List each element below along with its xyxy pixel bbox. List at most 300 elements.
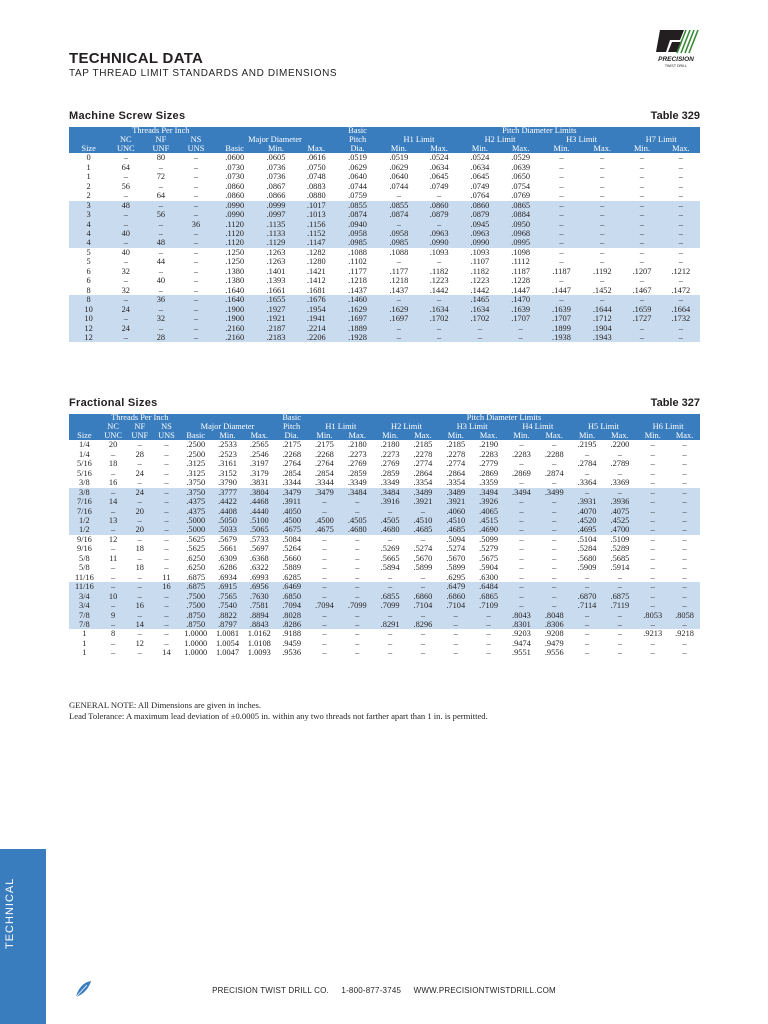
- table-cell: .2185: [446, 440, 466, 450]
- table-cell: –: [518, 323, 523, 333]
- table-cell: –: [193, 266, 199, 276]
- table-cell: .0879: [429, 210, 449, 220]
- table-cell: .1943: [592, 333, 612, 342]
- table-cell: .2764: [315, 459, 334, 469]
- size-cell: 5/8: [79, 553, 90, 563]
- table-cell: 40: [156, 276, 166, 286]
- table-cell: .2283: [511, 449, 531, 459]
- header-cell: [69, 136, 108, 145]
- header-h2-limit: H2 Limit: [484, 135, 516, 144]
- table-cell: .1212: [671, 266, 691, 276]
- table-cell: .5679: [218, 534, 237, 544]
- table-cell: –: [639, 181, 645, 191]
- table-row: [69, 229, 700, 238]
- table-cell: .1727: [632, 314, 652, 324]
- table-cell: –: [639, 295, 645, 305]
- table-cell: –: [600, 295, 605, 305]
- table-cell: .4680: [347, 525, 367, 535]
- table-cell: –: [437, 295, 442, 305]
- table-row: [69, 201, 700, 210]
- table-cell: 14: [162, 648, 171, 658]
- table-cell: .5660: [282, 553, 302, 563]
- table-cell: .3489: [446, 487, 466, 497]
- table-cell: –: [193, 191, 199, 201]
- column-header: Max.: [414, 431, 432, 440]
- table-cell: 20: [135, 525, 144, 535]
- table-cell: .0600: [225, 153, 245, 163]
- table-cell: .1639: [552, 304, 571, 314]
- table-cell: 24: [135, 468, 144, 478]
- table-row: [69, 507, 700, 516]
- table-row: [69, 563, 700, 572]
- table-cell: .0968: [511, 229, 531, 239]
- table-cell: 13: [108, 516, 118, 526]
- column-header: Size: [81, 144, 96, 153]
- table-cell: –: [682, 487, 687, 497]
- header-threads-per-inch: Threads Per Inch: [132, 127, 190, 135]
- table-cell: .7094: [282, 601, 302, 611]
- table-cell: .7565: [218, 591, 237, 601]
- table-cell: .8291: [380, 620, 400, 629]
- column-header: Max.: [545, 431, 563, 440]
- table-cell: –: [193, 247, 199, 257]
- table-cell: –: [617, 468, 622, 478]
- table-cell: .0634: [429, 162, 449, 172]
- table-cell: –: [111, 638, 116, 648]
- table-cell: .7119: [610, 601, 630, 611]
- table-cell: .7099: [380, 601, 400, 611]
- table-cell: –: [682, 582, 687, 592]
- table-cell: –: [164, 591, 169, 601]
- column-header: UNC: [104, 431, 122, 440]
- table-row: [69, 333, 700, 342]
- table-row: [69, 648, 700, 657]
- table-cell: .0650: [511, 172, 531, 182]
- table-cell: .7094: [315, 601, 334, 611]
- table-cell: .7114: [577, 601, 597, 611]
- table-cell: .3349: [347, 478, 367, 488]
- size-cell: 5: [86, 257, 91, 267]
- table-cell: 24: [135, 487, 144, 497]
- table-cell: 32: [121, 266, 130, 276]
- table-cell: –: [682, 648, 687, 658]
- table-cell: 1.0047: [215, 648, 240, 658]
- table-cell: .0645: [429, 172, 449, 182]
- table-cell: .4422: [218, 497, 237, 507]
- table-cell: –: [617, 648, 622, 658]
- header-major-diameter: Major Diameter: [248, 135, 302, 144]
- column-header: Min.: [471, 144, 488, 153]
- table-cell: –: [355, 506, 360, 516]
- table-cell: .1401: [266, 266, 286, 276]
- table-cell: .0749: [470, 181, 490, 191]
- table-cell: .3479: [282, 487, 302, 497]
- size-cell: 4: [86, 238, 91, 248]
- table-cell: –: [682, 572, 687, 582]
- size-cell: 3/4: [79, 591, 90, 601]
- table-cell: –: [193, 333, 199, 342]
- table-cell: –: [650, 525, 655, 535]
- table-cell: .7109: [479, 601, 498, 611]
- table-cell: .2859: [347, 468, 367, 478]
- table-cell: –: [193, 238, 199, 248]
- table-cell: –: [453, 620, 458, 629]
- column-header: UNC: [116, 144, 135, 153]
- table-cell: –: [420, 572, 426, 582]
- table-cell: .6860: [446, 591, 466, 601]
- table-cell: .2779: [479, 459, 498, 469]
- table-cell: .1941: [306, 314, 326, 324]
- table-cell: –: [164, 449, 169, 459]
- table-cell: –: [164, 459, 169, 469]
- table-cell: .6855: [380, 591, 400, 601]
- table-cell: –: [682, 468, 687, 478]
- column-header: Min.: [447, 431, 464, 440]
- header-nc: NC: [107, 422, 119, 431]
- table-cell: .5065: [249, 525, 269, 535]
- table-cell: 1.0081: [215, 629, 240, 639]
- table-cell: .0529: [511, 153, 531, 163]
- table-cell: –: [584, 648, 590, 658]
- table-cell: .0639: [511, 162, 531, 172]
- table-cell: .1177: [348, 266, 367, 276]
- column-header: Max.: [611, 431, 629, 440]
- table-cell: .1640: [225, 295, 245, 305]
- table-cell: .0866: [266, 191, 286, 201]
- table-cell: –: [355, 629, 360, 639]
- table-cell: –: [193, 304, 199, 314]
- table-cell: –: [355, 497, 360, 507]
- size-cell: 4: [86, 229, 91, 239]
- table-cell: –: [193, 172, 199, 182]
- table-row: [69, 620, 700, 629]
- table-cell: 64: [121, 162, 130, 172]
- table-cell: .0519: [389, 153, 409, 163]
- column-header: Max.: [250, 431, 269, 440]
- table-cell: .7540: [218, 601, 237, 611]
- table-cell: .1900: [225, 314, 245, 324]
- table-cell: –: [600, 238, 605, 248]
- table-row: [69, 488, 700, 497]
- table-cell: –: [158, 266, 163, 276]
- table-cell: .5914: [610, 563, 630, 573]
- table-cell: .1702: [470, 314, 490, 324]
- table-cell: 40: [121, 229, 130, 239]
- column-header: UNS: [187, 144, 205, 153]
- table-cell: –: [639, 333, 645, 342]
- table-cell: –: [650, 449, 655, 459]
- header-pitch-diameter-limits: Pitch Diameter Limits: [502, 127, 577, 135]
- table-cell: .8053: [643, 610, 663, 620]
- table-cell: .0880: [306, 191, 326, 201]
- table-cell: .1639: [511, 304, 531, 314]
- table-cell: .9218: [675, 629, 694, 639]
- table-row: [69, 286, 700, 295]
- table-cell: .5894: [380, 563, 400, 573]
- column-header: UNF: [152, 144, 170, 153]
- table-cell: –: [137, 497, 142, 507]
- table-cell: –: [111, 620, 116, 629]
- column-header: Min.: [382, 431, 399, 440]
- table-cell: .3344: [282, 478, 302, 488]
- table-cell: .0855: [389, 200, 409, 210]
- size-cell: 12: [84, 333, 93, 342]
- header-nf: NF: [134, 422, 146, 431]
- table-cell: 28: [135, 449, 144, 459]
- table-cell: .1634: [429, 304, 449, 314]
- table-cell: –: [650, 591, 655, 601]
- table-cell: –: [388, 629, 393, 639]
- table-cell: .6860: [413, 591, 433, 601]
- table-cell: .1187: [552, 266, 571, 276]
- table-cell: –: [355, 534, 360, 544]
- table-cell: .4515: [479, 516, 498, 526]
- page-title: TECHNICAL DATA: [69, 50, 204, 67]
- table-cell: .0963: [429, 229, 449, 239]
- table-cell: .8822: [218, 610, 237, 620]
- footer-company: PRECISION TWIST DRILL CO.: [212, 986, 329, 995]
- table-cell: .9536: [282, 648, 302, 658]
- table-cell: 1.0108: [247, 638, 271, 648]
- table-cell: .4505: [380, 516, 400, 526]
- table-cell: –: [682, 525, 687, 535]
- table-cell: .2214: [306, 323, 326, 333]
- size-cell: 1: [86, 172, 91, 182]
- table-cell: –: [519, 497, 524, 507]
- table-cell: –: [519, 506, 524, 516]
- table-row: [69, 267, 700, 276]
- column-header: Max.: [479, 431, 498, 440]
- table-row: [69, 276, 700, 285]
- table-cell: –: [519, 478, 524, 488]
- table-cell: .1093: [429, 247, 449, 257]
- table-cell: –: [682, 497, 687, 507]
- table-cell: –: [682, 620, 687, 629]
- table-cell: .2769: [380, 459, 400, 469]
- table-cell: –: [123, 153, 128, 163]
- table-cell: –: [388, 648, 393, 658]
- table-cell: .7500: [186, 591, 206, 601]
- table-cell: –: [552, 478, 557, 488]
- table-cell: .6934: [218, 572, 237, 582]
- table-cell: .4685: [413, 525, 433, 535]
- table-cell: .0605: [266, 153, 286, 163]
- table-cell: .1228: [511, 276, 531, 286]
- table-cell: .5100: [249, 516, 269, 526]
- column-header: Min.: [633, 144, 651, 153]
- table-cell: .1156: [307, 219, 326, 229]
- column-header: Min.: [219, 431, 236, 440]
- table-cell: –: [193, 153, 199, 163]
- table-row: [69, 440, 700, 449]
- table-cell: 14: [108, 497, 118, 507]
- table-cell: .5109: [610, 534, 630, 544]
- table-cell: 11: [162, 572, 171, 582]
- table-cell: .0879: [470, 210, 490, 220]
- table-cell: .5269: [380, 544, 400, 554]
- table-row: [69, 257, 700, 266]
- table-cell: –: [552, 506, 557, 516]
- table-cell: .0645: [470, 172, 490, 182]
- table-cell: .6915: [218, 582, 237, 592]
- table-cell: .1088: [389, 247, 409, 257]
- table-cell: .1629: [348, 304, 367, 314]
- table-cell: .5899: [446, 563, 466, 573]
- size-cell: 7/16: [76, 506, 92, 516]
- table-cell: .8306: [544, 620, 564, 629]
- table-cell: .6285: [282, 572, 302, 582]
- table-cell: .1192: [592, 266, 612, 276]
- table-cell: –: [437, 219, 442, 229]
- table-cell: –: [650, 468, 655, 478]
- table-cell: .1697: [389, 314, 409, 324]
- table-cell: –: [559, 238, 564, 248]
- table-cell: .1263: [266, 257, 286, 267]
- table-cell: .1921: [266, 314, 286, 324]
- table-cell: –: [600, 219, 605, 229]
- table-cell: 1.0093: [247, 648, 271, 658]
- column-header: Basic: [225, 144, 245, 153]
- table-cell: –: [559, 276, 564, 286]
- table-cell: –: [396, 219, 401, 229]
- table-cell: .1421: [306, 266, 326, 276]
- table-cell: .1250: [225, 247, 245, 257]
- table-cell: –: [639, 276, 645, 286]
- table-row: [69, 639, 700, 648]
- table-cell: .5670: [446, 553, 466, 563]
- table-cell: –: [164, 534, 169, 544]
- table-cell: .3494: [479, 487, 498, 497]
- table-cell: .2175: [315, 440, 334, 450]
- table-cell: .3197: [249, 459, 269, 469]
- table-cell: .4440: [249, 506, 269, 516]
- table-cell: –: [396, 333, 401, 342]
- table-cell: –: [600, 210, 605, 220]
- table-cell: –: [453, 629, 458, 639]
- table-cell: .8048: [544, 610, 564, 620]
- table-cell: –: [193, 314, 199, 324]
- table-cell: –: [682, 516, 687, 526]
- column-header: Min.: [316, 431, 333, 440]
- table-cell: –: [158, 247, 163, 257]
- table-cell: .1207: [632, 266, 652, 276]
- table-cell: –: [650, 459, 655, 469]
- table-cell: –: [164, 468, 169, 478]
- table-cell: .4375: [186, 506, 206, 516]
- table-cell: –: [559, 172, 564, 182]
- table-cell: –: [164, 544, 169, 554]
- table-cell: –: [420, 648, 426, 658]
- table-cell: –: [322, 544, 327, 554]
- table-cell: –: [519, 544, 524, 554]
- table-cell: .1954: [306, 304, 326, 314]
- table-cell: .0999: [266, 200, 286, 210]
- table-cell: .0860: [470, 200, 490, 210]
- header-h3-limit: H3 Limit: [456, 422, 488, 431]
- table-row: [69, 305, 700, 314]
- size-cell: 7/8: [79, 620, 90, 629]
- table-cell: .5909: [577, 563, 597, 573]
- table-cell: .6870: [577, 591, 597, 601]
- table-cell: .1223: [429, 276, 449, 286]
- table-cell: –: [650, 497, 655, 507]
- table-cell: .2869: [479, 468, 498, 478]
- table-cell: .0616: [306, 153, 326, 163]
- table-cell: –: [650, 648, 655, 658]
- general-note: GENERAL NOTE: All Dimensions are given in inches.: [69, 700, 262, 710]
- table-cell: 44: [156, 257, 166, 267]
- table-cell: .1280: [306, 257, 326, 267]
- table-cell: .1640: [225, 285, 245, 295]
- table-cell: .5289: [610, 544, 630, 554]
- table-cell: .7581: [249, 601, 269, 611]
- table-cell: .2268: [315, 449, 334, 459]
- table-cell: –: [639, 191, 645, 201]
- table-cell: .5000: [186, 525, 206, 535]
- table-cell: –: [552, 563, 557, 573]
- table-cell: –: [650, 572, 655, 582]
- size-cell: 4: [86, 219, 91, 229]
- table-cell: .5000: [186, 516, 206, 526]
- table-cell: .1927: [266, 304, 286, 314]
- table-cell: –: [682, 440, 687, 450]
- header-basic: Basic: [348, 127, 367, 135]
- table-cell: .3790: [218, 478, 237, 488]
- table-cell: –: [137, 440, 142, 450]
- size-cell: 10: [84, 304, 93, 314]
- table-cell: 24: [121, 323, 130, 333]
- table-row: [69, 172, 700, 181]
- table-cell: –: [559, 191, 564, 201]
- table-cell: .1702: [429, 314, 449, 324]
- column-header: Max.: [593, 144, 611, 153]
- table-cell: .5274: [446, 544, 466, 554]
- table-cell: 12: [108, 534, 118, 544]
- table-cell: .4510: [446, 516, 466, 526]
- table-cell: 20: [135, 506, 144, 516]
- table-cell: –: [678, 247, 683, 257]
- table-cell: –: [396, 257, 401, 267]
- table-cell: .0945: [470, 219, 490, 229]
- table-cell: .3349: [380, 478, 400, 488]
- table-cell: 56: [156, 210, 166, 220]
- table-cell: –: [388, 638, 393, 648]
- table-cell: .1664: [671, 304, 691, 314]
- table-cell: –: [164, 601, 169, 611]
- table-cell: .1250: [225, 257, 245, 267]
- table-cell: –: [617, 610, 622, 620]
- table-cell: –: [519, 553, 524, 563]
- table-cell: .2273: [380, 449, 400, 459]
- table-cell: .0865: [511, 200, 531, 210]
- table-cell: .2180: [347, 440, 367, 450]
- table-cell: .0736: [266, 172, 286, 182]
- table-cell: –: [137, 582, 142, 592]
- table-cell: .2175: [282, 440, 302, 450]
- table-cell: .1900: [225, 304, 245, 314]
- table-cell: .2288: [544, 449, 564, 459]
- table-cell: –: [617, 487, 622, 497]
- table-cell: .3494: [511, 487, 531, 497]
- footer-website[interactable]: WWW.PRECISIONTWISTDRILL.COM: [413, 986, 556, 995]
- column-header: Min.: [513, 431, 530, 440]
- table-cell: .3921: [413, 497, 433, 507]
- size-cell: 6: [86, 266, 91, 276]
- footer-phone: 1-800-877-3745: [341, 986, 402, 995]
- table-row: [69, 450, 700, 459]
- table-cell: –: [552, 544, 557, 554]
- table-cell: .0640: [389, 172, 409, 182]
